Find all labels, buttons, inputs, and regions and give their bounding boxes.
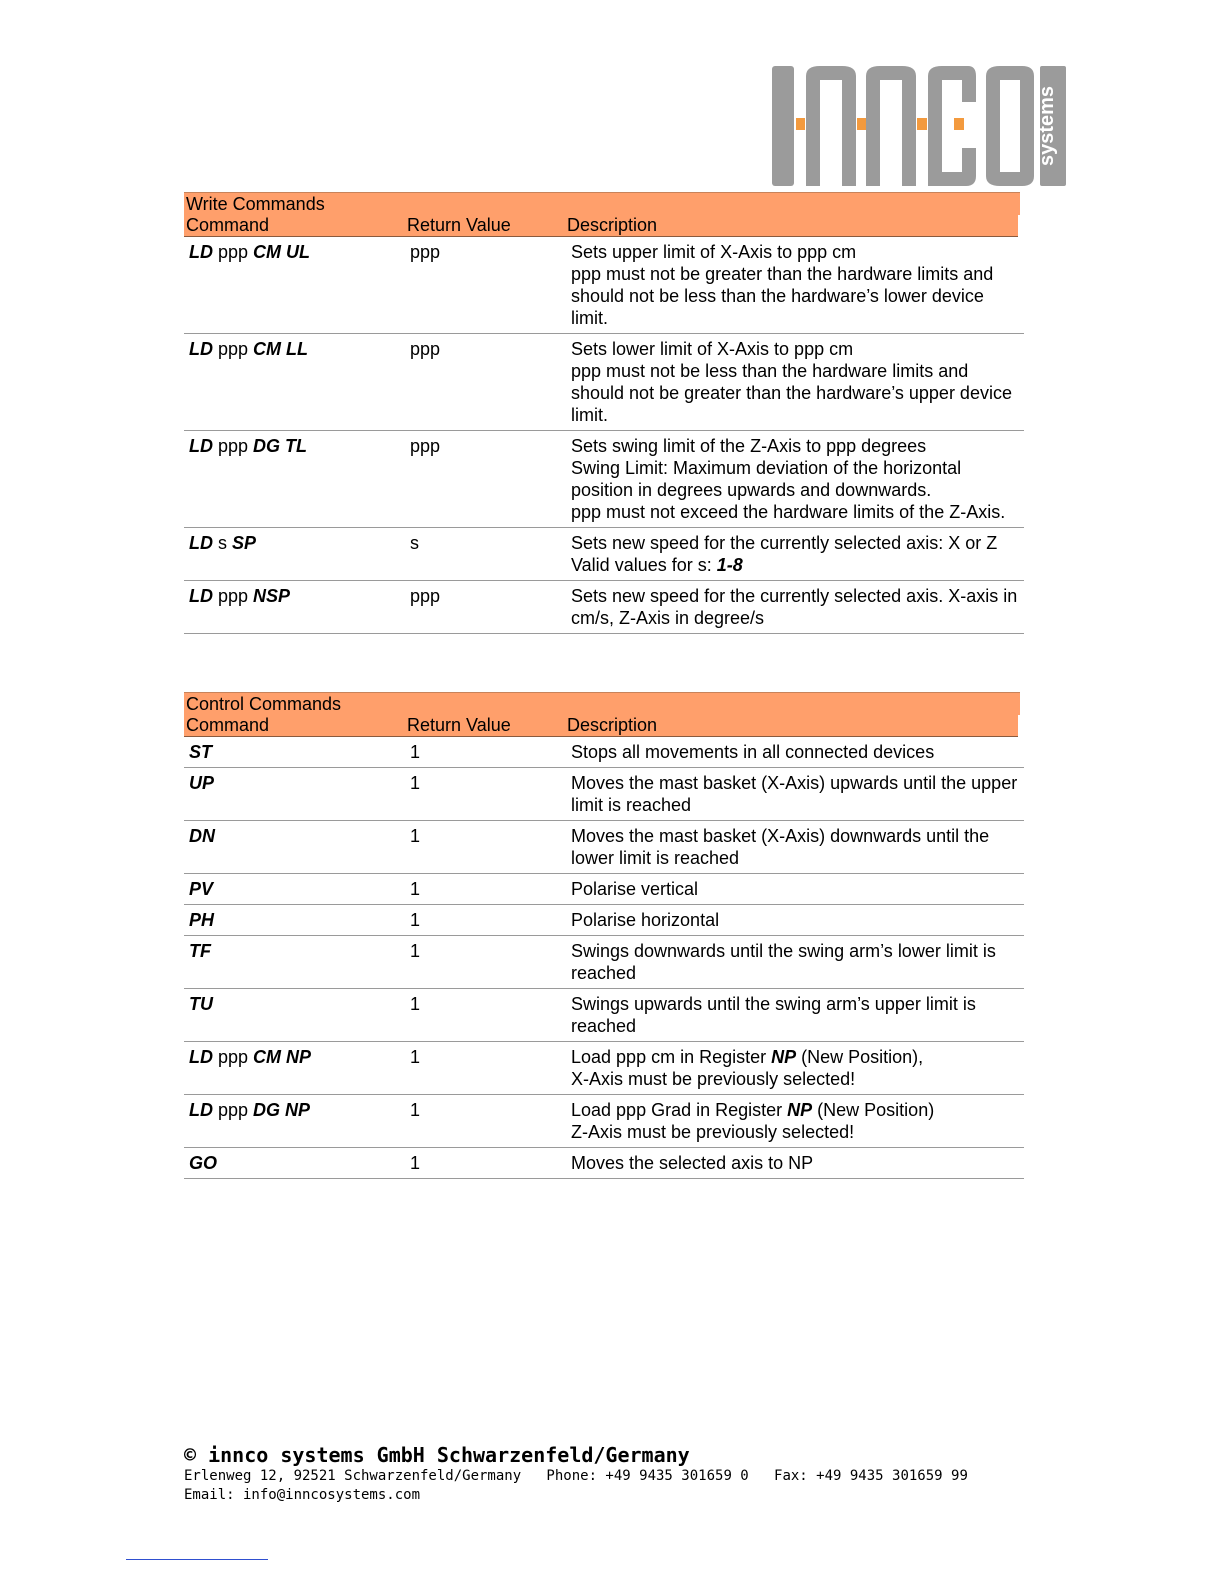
keyword-text: UP: [189, 773, 215, 793]
description-line: Sets new speed for the currently selected axis. X-axis in cm/s, Z-Axis in degree/s: [571, 586, 1018, 628]
table-row: [184, 1042, 1024, 1095]
return-value-cell: ppp: [410, 436, 441, 456]
keyword-text: LD: [189, 436, 213, 456]
keyword-text: CM LL: [253, 339, 309, 359]
plain-text: Load ppp Grad in Register: [571, 1100, 788, 1120]
keyword-text: LD: [189, 1047, 213, 1067]
plain-text: (New Position): [812, 1100, 935, 1120]
keyword-text: NP: [771, 1047, 797, 1067]
command-cell: [184, 989, 405, 1041]
description-cell: [566, 821, 1024, 873]
return-value-cell: 1: [410, 879, 421, 899]
description-cell: [566, 936, 1024, 988]
description-line: ppp must not be greater than the hardware limits and should not be less than the hardware’s lower device limit.: [571, 264, 994, 328]
table-header: [184, 715, 1018, 737]
table-row: [184, 237, 1024, 334]
description-cell: [566, 874, 1024, 904]
keyword-text: LD: [189, 586, 213, 606]
description-line: [571, 1046, 1018, 1068]
description-line: ppp must not exceed the hardware limits of the Z-Axis.: [571, 502, 1006, 522]
plain-text: Valid values for s:: [571, 555, 717, 575]
description-line: Sets upper limit of X-Axis to ppp cm: [571, 242, 857, 262]
plain-text: ppp: [213, 339, 254, 359]
table-row: [184, 821, 1024, 874]
command-cell: [184, 334, 405, 430]
plain-text: ppp: [213, 436, 254, 456]
description-line: Swings upwards until the swing arm’s upper limit is reached: [571, 994, 976, 1036]
command-cell: [184, 821, 405, 873]
return-value-cell: 1: [410, 994, 421, 1014]
description-line: Stops all movements in all connected devices: [571, 742, 935, 762]
plain-text: ppp: [213, 586, 254, 606]
description-cell: [566, 528, 1024, 580]
description-line: Moves the mast basket (X-Axis) upwards until the upper limit is reached: [571, 773, 1018, 815]
return-value-cell: 1: [410, 742, 421, 762]
table-row: [184, 431, 1024, 528]
header-command: Command: [186, 215, 270, 235]
return-value-cell: 1: [410, 1047, 421, 1067]
plain-text: (New Position),: [796, 1047, 924, 1067]
keyword-text: LD: [189, 533, 213, 553]
description-cell: [566, 581, 1024, 633]
return-value-cell: 1: [410, 1153, 421, 1173]
keyword-text: ST: [189, 742, 213, 762]
table-row: [184, 989, 1024, 1042]
description-line: Moves the mast basket (X-Axis) downwards until the lower limit is reached: [571, 826, 990, 868]
footer-email: Email: info@inncosystems.com: [184, 1487, 421, 1503]
return-value-cell: ppp: [410, 339, 441, 359]
description-cell: [566, 1042, 1024, 1094]
description-cell: [566, 989, 1024, 1041]
return-value-cell: ppp: [410, 586, 441, 606]
return-value-cell: 1: [410, 1100, 421, 1120]
table-body: [184, 737, 1024, 1179]
description-cell: [566, 1095, 1024, 1147]
keyword-text: DG TL: [253, 436, 308, 456]
keyword-text: LD: [189, 242, 213, 262]
header-return-value: Return Value: [407, 715, 511, 735]
return-value-cell: ppp: [410, 242, 441, 262]
write-commands-table: [184, 192, 1024, 634]
header-description: Description: [567, 215, 658, 235]
table-row: [184, 874, 1024, 905]
table-row: [184, 1148, 1024, 1179]
logo-sub-text: systems: [1036, 85, 1058, 167]
keyword-text: DG NP: [253, 1100, 311, 1120]
return-value-cell: s: [410, 533, 419, 553]
keyword-text: GO: [189, 1153, 218, 1173]
table-row: [184, 905, 1024, 936]
page-footer: [184, 1443, 968, 1505]
description-line: [571, 554, 1018, 576]
description-line: Z-Axis must be previously selected!: [571, 1122, 855, 1142]
return-value-cell: 1: [410, 826, 421, 846]
description-cell: [566, 768, 1024, 820]
keyword-text: 1-8: [716, 555, 743, 575]
return-value-cell: 1: [410, 910, 421, 930]
return-value-cell: 1: [410, 941, 421, 961]
keyword-text: CM UL: [253, 242, 311, 262]
description-line: Polarise horizontal: [571, 910, 720, 930]
description-cell: [566, 431, 1024, 527]
table-row: [184, 768, 1024, 821]
plain-text: Load ppp cm in Register: [571, 1047, 772, 1067]
keyword-text: LD: [189, 339, 213, 359]
table-body: [184, 237, 1024, 634]
table-header: [184, 215, 1018, 237]
control-commands-table: [184, 692, 1024, 1179]
command-cell: [184, 237, 405, 333]
description-line: Sets lower limit of X-Axis to ppp cm: [571, 339, 854, 359]
table-row: [184, 334, 1024, 431]
description-cell: [566, 1148, 1024, 1178]
command-cell: [184, 1042, 405, 1094]
command-cell: [184, 581, 405, 633]
keyword-text: PH: [189, 910, 215, 930]
keyword-text: DN: [189, 826, 215, 846]
command-cell: [184, 431, 405, 527]
plain-text: s: [213, 533, 233, 553]
description-line: Swing Limit: Maximum deviation of the horizontal position in degrees upwards and downwards.: [571, 458, 962, 500]
keyword-text: NSP: [253, 586, 291, 606]
command-cell: [184, 1095, 405, 1147]
description-line: X-Axis must be previously selected!: [571, 1069, 856, 1089]
section-title: Control Commands: [184, 692, 1020, 715]
keyword-text: TF: [189, 941, 211, 961]
keyword-text: CM NP: [253, 1047, 312, 1067]
description-line: Swings downwards until the swing arm’s lower limit is reached: [571, 941, 996, 983]
description-cell: [566, 737, 1024, 767]
table-row: [184, 581, 1024, 634]
keyword-text: TU: [189, 994, 213, 1014]
description-line: Sets new speed for the currently selected axis: X or Z: [571, 533, 998, 553]
header-return-value: Return Value: [407, 215, 511, 235]
header-command: Command: [186, 715, 270, 735]
command-cell: [184, 874, 405, 904]
description-line: ppp must not be less than the hardware limits and should not be greater than the hardware’s upper device limit.: [571, 361, 1012, 425]
table-row: [184, 1095, 1024, 1148]
section-title: Write Commands: [184, 192, 1020, 215]
command-cell: [184, 905, 405, 935]
plain-text: ppp: [213, 1047, 254, 1067]
table-row: [184, 528, 1024, 581]
description-line: Moves the selected axis to NP: [571, 1153, 814, 1173]
keyword-text: SP: [232, 533, 257, 553]
header-description: Description: [567, 715, 658, 735]
description-cell: [566, 905, 1024, 935]
plain-text: ppp: [213, 242, 254, 262]
keyword-text: NP: [787, 1100, 813, 1120]
table-row: [184, 737, 1024, 768]
description-line: [571, 1099, 1018, 1121]
description-line: Sets swing limit of the Z-Axis to ppp degrees: [571, 436, 927, 456]
return-value-cell: 1: [410, 773, 421, 793]
footnote-separator: [126, 1559, 268, 1560]
plain-text: ppp: [213, 1100, 254, 1120]
keyword-text: PV: [189, 879, 214, 899]
description-cell: [566, 334, 1024, 430]
table-row: [184, 936, 1024, 989]
footer-address: Erlenweg 12, 92521 Schwarzenfeld/Germany Phone: +49 9435 301659 0 Fax: +49 9435 301659 99: [184, 1468, 968, 1484]
description-line: Polarise vertical: [571, 879, 699, 899]
description-cell: [566, 237, 1024, 333]
innco-systems-logo: [770, 62, 1070, 192]
command-cell: [184, 768, 405, 820]
command-cell: [184, 936, 405, 988]
command-cell: [184, 528, 405, 580]
footer-company: © innco systems GmbH Schwarzenfeld/Germany: [184, 1443, 690, 1467]
command-cell: [184, 737, 405, 767]
command-cell: [184, 1148, 405, 1178]
keyword-text: LD: [189, 1100, 213, 1120]
